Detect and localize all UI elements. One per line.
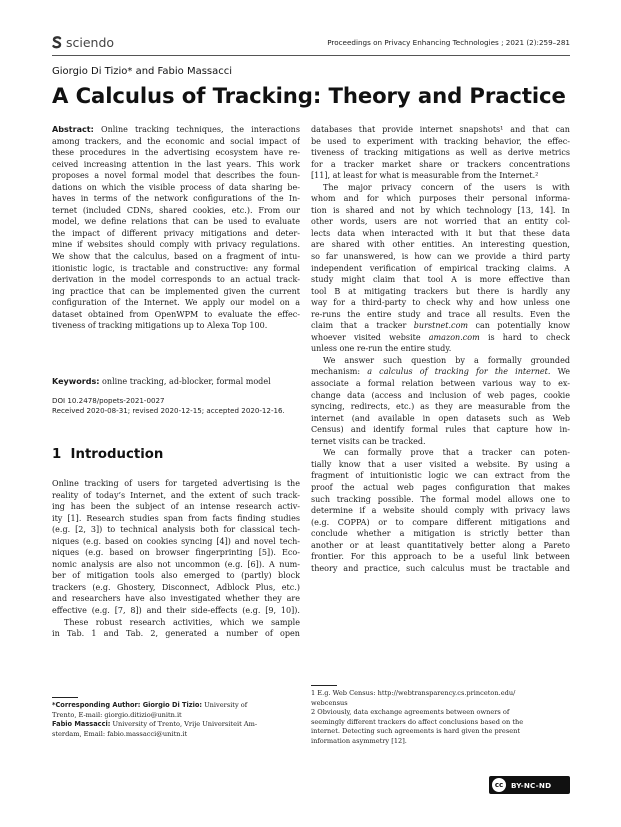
body-line: claim that a tracker burstnet.com can potentially know bbox=[311, 321, 570, 331]
body-line: whoever visited website amazon.com is hard to check bbox=[311, 332, 570, 342]
keywords-text: online tracking, ad-blocker, formal model bbox=[99, 377, 271, 386]
body-line: These robust research activities, which we sample bbox=[64, 617, 300, 627]
body-line: We can formally prove that a tracker can poten- bbox=[323, 448, 570, 458]
body-line: nomic analysis are also not uncommon (e.g. [6]). A num- bbox=[52, 559, 300, 569]
abstract-line: the impact of different privacy mitigations and deter- bbox=[52, 228, 300, 238]
running-header bbox=[52, 34, 570, 52]
abstract-label: Abstract: bbox=[52, 125, 94, 134]
abstract-line: derivation in the model corresponds to an actual track- bbox=[52, 275, 300, 285]
license-text: BY-NC-ND bbox=[511, 780, 552, 790]
section-number: 1 bbox=[52, 447, 62, 462]
paper-title: A Calculus of Tracking: Theory and Practice bbox=[52, 83, 566, 108]
sciendo-logo-icon bbox=[52, 36, 62, 49]
body-line: niques (e.g. based on cookies syncing [4]) and novel tech- bbox=[52, 536, 300, 546]
body-line: Online tracking of users for targeted advertising is the bbox=[52, 479, 300, 488]
abstract-line: itionistic logic, is tractable and constructive: any formal bbox=[52, 263, 300, 273]
body-line: tiveness of tracking mitigations as well as derive metrics bbox=[311, 148, 570, 158]
body-line: tool B at mitigating trackers but there is hardly any bbox=[311, 286, 570, 296]
body-line: The major privacy concern of the users is with bbox=[323, 182, 570, 192]
body-line: reality of today’s Internet, and the extent of such track- bbox=[52, 490, 300, 500]
body-line: another or at least quantitatively better along a Pareto bbox=[311, 540, 570, 550]
body-line: niques (e.g. based on browser fingerprinting [5]). Eco- bbox=[52, 548, 300, 558]
publisher-logo bbox=[52, 35, 114, 50]
abstract-line: ternet (included CDNs, shared cookies, etc.). From our bbox=[52, 205, 300, 215]
body-line: associate a formal relation between various way to ex- bbox=[311, 379, 570, 389]
body-line: theory and practice, such calculus must be tractable and bbox=[311, 563, 570, 573]
abstract-line: proposes a novel formal model that describes the foun- bbox=[52, 171, 300, 181]
footnote-line: Trento, E-mail: giorgio.ditizio@unitn.it bbox=[52, 710, 182, 719]
body-line: re-runs the entire study and trace all results. Even the bbox=[311, 309, 570, 319]
abstract-line: model, we define relations that can be used to evaluate bbox=[52, 217, 300, 227]
body-line: Census) and identify formal rules that capture how in- bbox=[311, 425, 570, 435]
footnote-line: 2 Obviously, data exchange agreements between owners of bbox=[311, 708, 510, 717]
doi-block bbox=[52, 396, 285, 415]
body-line: mechanism: a calculus of tracking for the internet. We bbox=[311, 367, 570, 377]
body-line: conclude whether a mitigation is strictly better than bbox=[311, 529, 570, 539]
body-line: in Tab. 1 and Tab. 2, generated a number of open bbox=[52, 629, 300, 639]
footnote-rule bbox=[52, 697, 78, 698]
cc-license-badge bbox=[489, 776, 570, 794]
received-dates: Received 2020-08-31; revised 2020-12-15; accepted 2020-12-16. bbox=[52, 405, 285, 415]
footnote-line: webcensus bbox=[311, 698, 348, 707]
body-line: ity [1]. Research studies span from facts finding studies bbox=[52, 513, 300, 523]
body-line: study might claim that tool A is more effective than bbox=[311, 275, 570, 285]
abstract bbox=[52, 124, 300, 332]
abstract-line: dataset obtained from OpenWPM to evaluate the effec- bbox=[52, 309, 300, 319]
footnote-rule bbox=[311, 685, 337, 686]
keywords bbox=[52, 377, 271, 386]
body-line: for a tracker market share or trackers concentrations bbox=[311, 159, 570, 169]
body-line: way for a third-party to check why and how unless one bbox=[311, 298, 570, 308]
abstract-line: among trackers, and the economic and social impact of bbox=[52, 136, 300, 146]
body-line: be used to experiment with tracking behavior, the effec- bbox=[311, 136, 570, 146]
abstract-line: ceived increasing attention in the last years. This work bbox=[52, 159, 300, 169]
body-line: We answer such question by a formally grounded bbox=[323, 355, 570, 365]
body-line: (e.g. [2, 3]) to technical analysis both for classical tech- bbox=[52, 525, 300, 535]
body-line: databases that provide internet snapshots¹ and that can bbox=[311, 125, 570, 134]
section-title: Introduction bbox=[70, 447, 164, 462]
author-footnotes bbox=[52, 701, 257, 739]
footnote-line: seemingly different trackers do affect conclusions based on the bbox=[311, 717, 524, 726]
publisher-name: sciendo bbox=[66, 35, 115, 50]
body-line: internet (and available in open datasets such as Web bbox=[311, 413, 570, 423]
body-line: fragment of intuitionistic logic we can extract from the bbox=[311, 471, 570, 481]
body-line: tion is shared and not by which technology [13, 14]. In bbox=[311, 205, 570, 215]
body-line: independent verification of empirical tracking claims. A bbox=[311, 263, 570, 273]
body-line: [11], at least for what is measurable from the Internet.² bbox=[311, 171, 539, 181]
body-line: proof the actual web pages configuration that makes bbox=[311, 482, 570, 492]
body-line: ternet visits can be tracked. bbox=[311, 436, 426, 446]
abstract-line: these procedures in the advertising ecosystem have re- bbox=[52, 148, 300, 158]
footnote-line: *Corresponding Author: Giorgio Di Tizio: University of bbox=[52, 701, 248, 709]
body-line: syncing, redirects, etc.) as they are measurable from the bbox=[311, 402, 570, 412]
body-line: whom and for which purposes their personal informa- bbox=[311, 194, 570, 204]
abstract-line: configuration of the Internet. We apply our model on a bbox=[52, 298, 300, 308]
abstract-line: We show that the calculus, based on a fragment of intu- bbox=[52, 252, 300, 262]
creative-commons-icon: cc bbox=[491, 777, 507, 793]
page-footnotes bbox=[311, 689, 523, 747]
body-line: (e.g. COPPA) or to compare different mitigations and bbox=[311, 517, 570, 527]
footnote-line: Fabio Massacci: University of Trento, Vrije Universiteit Am- bbox=[52, 720, 258, 729]
doi: DOI 10.2478/popets-2021-0027 bbox=[52, 396, 165, 405]
footnote-line: information asymmetry [12]. bbox=[311, 736, 407, 745]
body-line: other words, users are not worried that an entity col- bbox=[311, 217, 570, 227]
body-line: trackers (e.g. Ghostery, Disconnect, Adblock Plus, etc.) bbox=[52, 582, 300, 592]
footnote-line: sterdam, Email: fabio.massacci@unitn.it bbox=[52, 729, 188, 738]
right-column bbox=[311, 124, 570, 574]
body-line: lects data when interacted with it but that these data bbox=[311, 228, 570, 238]
body-line: so far unanswered, is how can we provide a third party bbox=[311, 252, 570, 262]
abstract-line: Abstract: Online tracking techniques, the interactions bbox=[52, 125, 300, 134]
body-line: unless one re-run the entire study. bbox=[311, 344, 452, 354]
footnote-line: 1 E.g. Web Census: http://webtransparency.cs.princeton.edu/ bbox=[311, 689, 516, 697]
body-line: ing has been the subject of an intense research activ- bbox=[52, 502, 300, 512]
body-line: change data (access and inclusion of web pages, cookie bbox=[311, 390, 570, 400]
keywords-label: Keywords: bbox=[52, 377, 100, 386]
intro-left-column bbox=[52, 478, 300, 640]
body-line: determine if a website should comply with privacy laws bbox=[311, 506, 570, 516]
footnote-line: internet. Detecting such agreements is hard given the present bbox=[311, 727, 520, 736]
body-line: ber of mitigation tools also emerged to (partly) block bbox=[52, 571, 300, 581]
body-line: effective (e.g. [7, 8]) and their side-effects (e.g. [9, 10]). bbox=[52, 606, 300, 616]
abstract-line: haves in terms of the network configurations of the In- bbox=[52, 194, 300, 204]
body-line: tially know that a user visited a website. By using a bbox=[311, 459, 570, 469]
abstract-line: tiveness of tracking mitigations up to Alexa Top 100. bbox=[52, 321, 268, 331]
section-heading bbox=[52, 447, 163, 462]
journal-citation: Proceedings on Privacy Enhancing Technologies ; 2021 (2):259–281 bbox=[327, 38, 570, 47]
abstract-line: mine if websites should comply with privacy regulations. bbox=[52, 240, 300, 250]
abstract-line: dations on which the visible process of data sharing be- bbox=[52, 182, 300, 192]
header-rule bbox=[52, 55, 570, 56]
author-line: Giorgio Di Tizio* and Fabio Massacci bbox=[52, 66, 233, 77]
body-line: such tracking possible. The formal model allows one to bbox=[311, 494, 570, 504]
body-line: and researchers have also investigated whether they are bbox=[52, 594, 300, 604]
body-line: are shared with other entities. An interesting question, bbox=[311, 240, 570, 250]
abstract-line: ing practice that can be implemented given the current bbox=[52, 286, 300, 296]
body-line: frontier. For this approach to be a useful link between bbox=[311, 552, 570, 562]
